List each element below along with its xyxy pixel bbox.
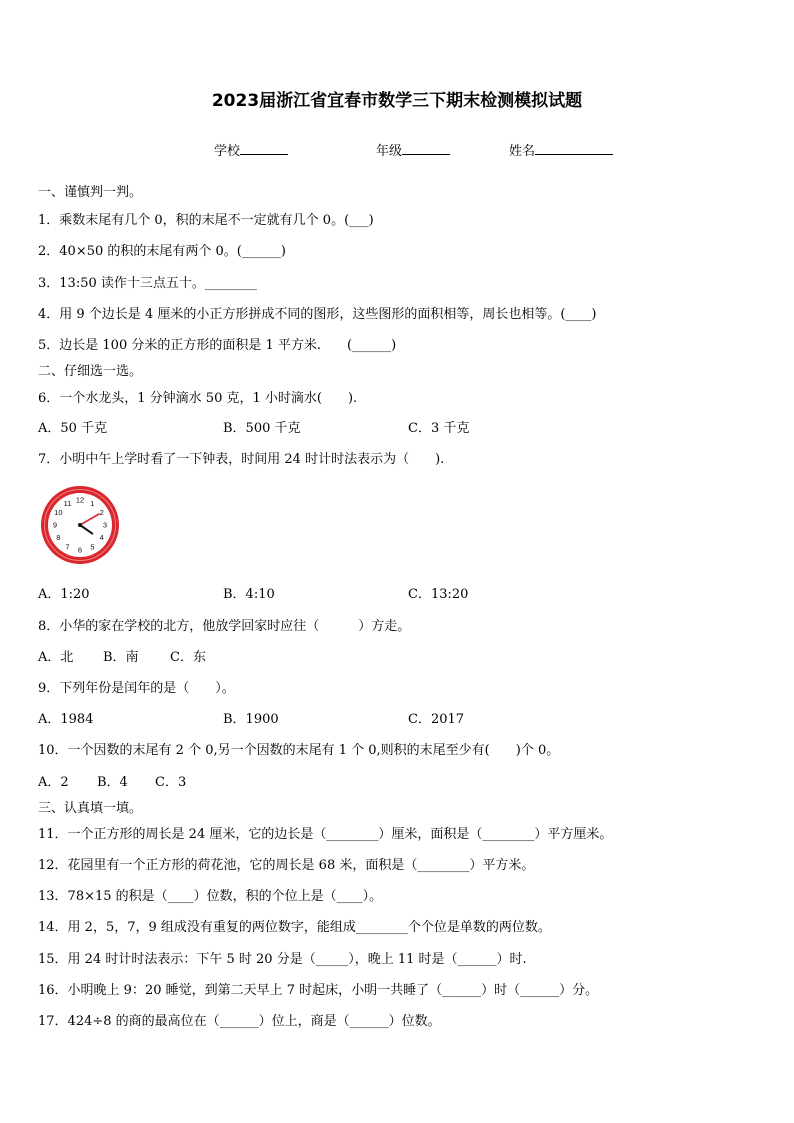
school-label: 学校: [214, 144, 241, 159]
clock-numeral: 7: [65, 542, 70, 552]
clock-numeral: 2: [99, 508, 104, 518]
page-title: 2023届浙江省宜春市数学三下期末检测模拟试题: [211, 91, 583, 111]
q9-option-b[interactable]: B．1900: [223, 712, 279, 727]
q7-option-a[interactable]: A．1:20: [38, 587, 90, 602]
question-10: 10．一个因数的末尾有 2 个 0,另一个因数的末尾有 1 个 0,则积的末尾至少有( )个 0。: [38, 743, 560, 758]
question-14: 14．用 2，5，7，9 组成没有重复的两位数字，能组成________个个位是单数的两位数。: [38, 920, 551, 935]
clock-numeral: 10: [54, 508, 63, 518]
clock-numeral: 4: [99, 533, 104, 543]
question-17: 17．424÷8 的商的最高位在（______）位上，商是（______）位数。: [38, 1014, 441, 1029]
clock-numeral: 8: [56, 533, 61, 543]
clock-center-dot: [78, 523, 82, 527]
clock-numeral: 9: [52, 520, 58, 530]
name-blank[interactable]: [535, 142, 613, 155]
question-13: 13．78×15 的积是（____）位数，积的个位上是（____）。: [38, 889, 383, 904]
clock-numeral: 11: [63, 498, 72, 508]
question-12: 12．花园里有一个正方形的荷花池，它的周长是 68 米，面积是（________）平方米。: [38, 858, 535, 873]
clock-numeral: 5: [90, 542, 95, 552]
q10-option-a[interactable]: A．2: [38, 775, 69, 790]
question-9: 9．下列年份是闰年的是（ ）。: [38, 681, 235, 696]
q10-option-c[interactable]: C．3: [155, 775, 187, 790]
clock-numeral: 6: [77, 545, 83, 555]
q10-option-b[interactable]: B．4: [97, 775, 128, 790]
clock-numeral: 1: [90, 498, 95, 508]
question-15: 15．用 24 时计时法表示：下午 5 时 20 分是（_____），晚上 11 时是（______）时.: [38, 952, 527, 967]
question-8: 8．小华的家在学校的北方，他放学回家时应往（ ）方走。: [38, 619, 411, 634]
q8-option-a[interactable]: A．北: [38, 650, 74, 665]
name-label: 姓名: [509, 144, 536, 159]
grade-blank[interactable]: [402, 142, 450, 155]
section-heading-3: 三、认真填一填。: [38, 801, 143, 816]
question-5: 5．边长是 100 分米的正方形的面积是 1 平方米. (______): [38, 338, 397, 353]
question-16: 16．小明晚上 9：20 睡觉，到第二天早上 7 时起床，小明一共睡了（______）时（______）分。: [38, 983, 599, 998]
question-4: 4．用 9 个边长是 4 厘米的小正方形拼成不同的图形，这些图形的面积相等，周长也相等。(____): [38, 307, 597, 322]
q9-option-c[interactable]: C．2017: [408, 712, 465, 727]
clock-numeral: 12: [75, 495, 85, 505]
name-field: [509, 140, 613, 159]
question-7: 7．小明中午上学时看了一下钟表，时间用 24 时计时法表示为（ ).: [38, 452, 445, 467]
question-6: 6．一个水龙头，1 分钟滴水 50 克，1 小时滴水( ).: [38, 391, 358, 406]
q7-option-b[interactable]: B．4:10: [223, 587, 275, 602]
clock-image: [39, 484, 121, 566]
school-field: [214, 140, 288, 159]
q6-option-c[interactable]: C．3 千克: [408, 421, 470, 436]
section-heading-2: 二、仔细选一选。: [38, 364, 143, 379]
question-1: 1．乘数末尾有几个 0，积的末尾不一定就有几个 0。(___): [38, 213, 374, 228]
question-11: 11．一个正方形的周长是 24 厘米，它的边长是（________）厘米，面积是（________）平方厘米。: [38, 827, 613, 842]
clock-numeral: 3: [102, 520, 108, 530]
grade-label: 年级: [376, 144, 403, 159]
q8-option-b[interactable]: B．南: [103, 650, 139, 665]
question-2: 2．40×50 的积的末尾有两个 0。(______): [38, 244, 286, 259]
section-heading-1: 一、谨慎判一判。: [38, 185, 143, 200]
q8-option-c[interactable]: C．东: [170, 650, 206, 665]
grade-field: [376, 140, 450, 159]
school-blank[interactable]: [240, 142, 288, 155]
question-3: 3．13:50 读作十三点五十。________: [38, 276, 257, 291]
q6-option-b[interactable]: B．500 千克: [223, 421, 301, 436]
q9-option-a[interactable]: A．1984: [38, 712, 94, 727]
q6-option-a[interactable]: A．50 千克: [38, 421, 108, 436]
q7-option-c[interactable]: C．13:20: [408, 587, 469, 602]
